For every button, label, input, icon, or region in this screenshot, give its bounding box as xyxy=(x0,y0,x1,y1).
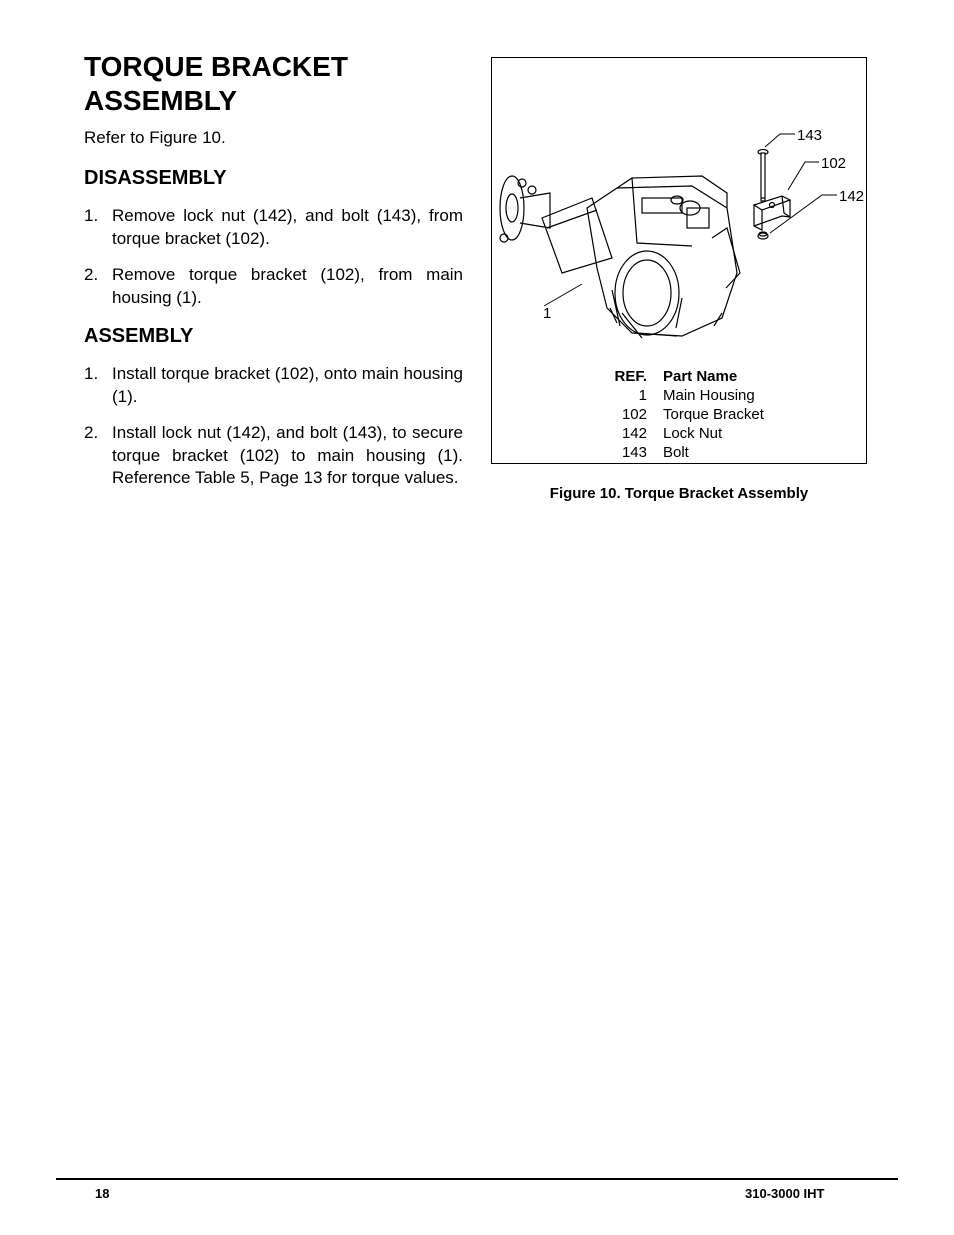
table-header xyxy=(605,367,764,386)
lock-nut-drawing xyxy=(758,232,768,239)
step-number: 1. xyxy=(84,364,99,383)
main-housing-drawing xyxy=(500,176,740,338)
bolt-drawing xyxy=(758,150,768,202)
step-text: Install lock nut (142), and bolt (143), to secure torque bracket (102) to main housing (1). Reference Table 5, Page 13 for torque values. xyxy=(112,423,463,487)
callout-102: 102 xyxy=(821,155,847,172)
figure-10 xyxy=(491,57,867,464)
disassembly-heading: DISASSEMBLY xyxy=(84,167,227,189)
callout-142: 142 xyxy=(839,188,865,205)
name-cell: Bolt xyxy=(663,444,689,461)
table-row xyxy=(605,424,764,443)
step-number: 1. xyxy=(84,206,99,225)
torque-bracket-drawing xyxy=(754,196,790,230)
step-text: Remove lock nut (142), and bolt (143), from torque bracket (102). xyxy=(112,206,463,248)
ref-cell: 102 xyxy=(621,406,647,423)
header-part-name: Part Name xyxy=(663,368,738,385)
table-row xyxy=(605,443,764,462)
document-id: 310-3000 IHT xyxy=(745,1186,825,1201)
assembly-steps xyxy=(84,363,463,504)
figure-reference: Refer to Figure 10. xyxy=(84,128,226,147)
ref-cell: 1 xyxy=(638,387,647,404)
step-text: Remove torque bracket (102), from main housing (1). xyxy=(112,265,463,307)
list-item xyxy=(84,264,463,309)
name-cell: Torque Bracket xyxy=(663,406,764,423)
name-cell: Main Housing xyxy=(663,387,755,404)
list-item xyxy=(84,422,463,490)
step-number: 2. xyxy=(84,423,99,442)
callout-leaders xyxy=(544,134,837,306)
table-row xyxy=(605,386,764,405)
parts-table xyxy=(605,367,764,462)
callout-143: 143 xyxy=(797,127,823,144)
callout-1: 1 xyxy=(543,305,552,322)
page-title: TORQUE BRACKET ASSEMBLY xyxy=(84,51,348,116)
table-row xyxy=(605,405,764,424)
step-number: 2. xyxy=(84,265,99,284)
list-item xyxy=(84,205,463,250)
disassembly-steps xyxy=(84,205,463,323)
name-cell: Lock Nut xyxy=(663,425,723,442)
step-text: Install torque bracket (102), onto main housing (1). xyxy=(112,364,463,406)
ref-cell: 142 xyxy=(621,425,647,442)
header-ref: REF. xyxy=(614,368,647,385)
figure-caption: Figure 10. Torque Bracket Assembly xyxy=(549,485,809,502)
page-number: 18 xyxy=(95,1186,110,1201)
list-item xyxy=(84,363,463,408)
ref-cell: 143 xyxy=(621,444,647,461)
footer-rule xyxy=(56,1178,898,1180)
assembly-heading: ASSEMBLY xyxy=(84,325,194,347)
